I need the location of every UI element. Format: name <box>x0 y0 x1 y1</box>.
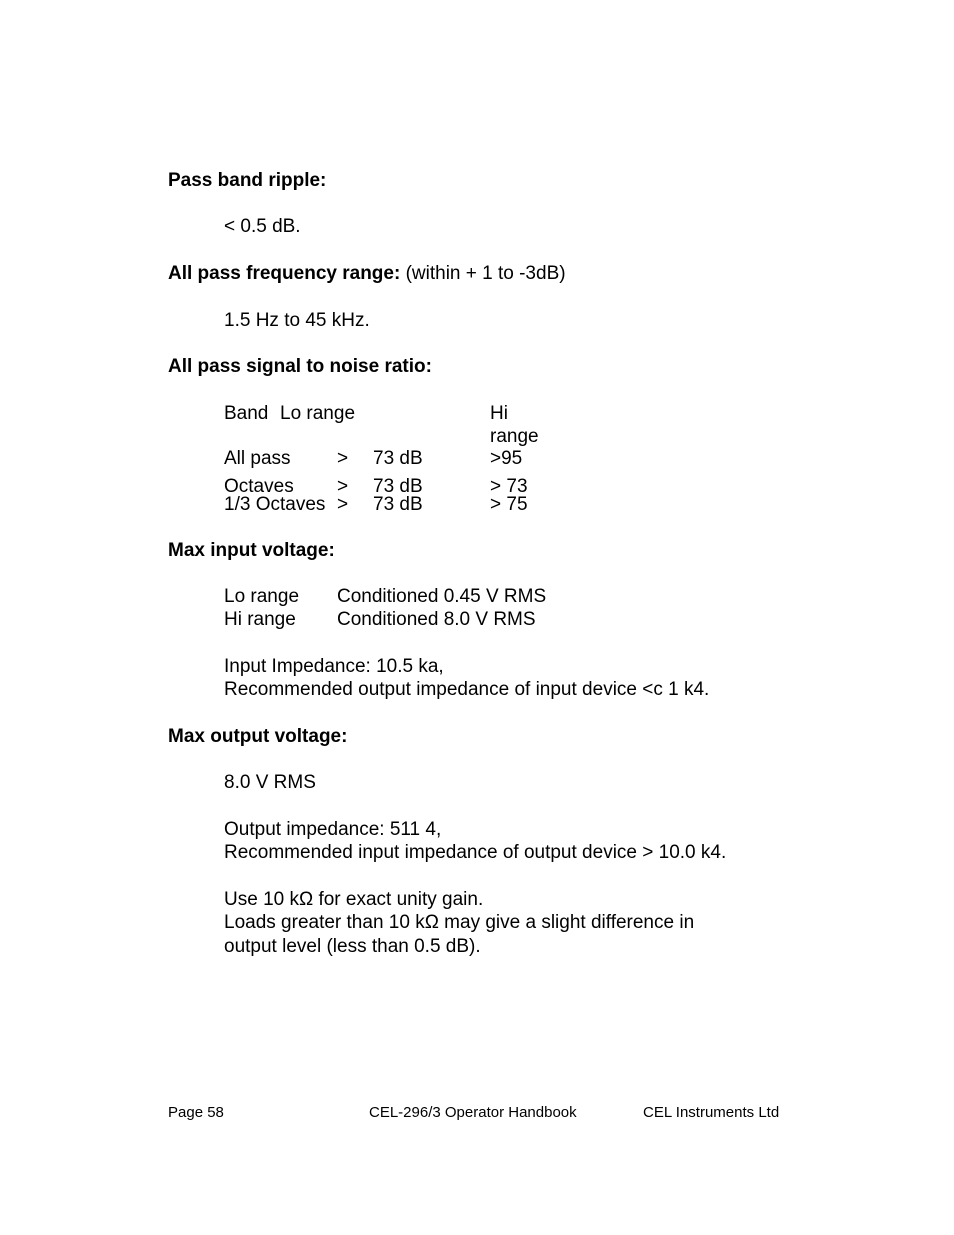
snr-row-hi: >95 <box>490 448 523 469</box>
pass-band-ripple-heading: Pass band ripple: <box>168 170 327 191</box>
max-output-voltage-heading: Max output voltage: <box>168 726 348 747</box>
lo-range-value: Conditioned 0.45 V RMS <box>337 586 547 607</box>
snr-row-op: > <box>337 494 349 515</box>
unity-gain-note: Use 10 kΩ for exact unity gain. <box>224 889 484 910</box>
snr-row-lo: 73 dB <box>373 476 423 497</box>
output-impedance-line: Output impedance: 511 4, <box>224 819 442 840</box>
all-pass-frequency-range-heading: All pass frequency range: <box>168 263 401 284</box>
recommended-input-impedance-line: Recommended input impedance of output device > 10.0 k4. <box>224 842 727 863</box>
hi-range-label: Hi range <box>224 609 296 630</box>
snr-row-hi: > 75 <box>490 494 528 515</box>
snr-row-lo: 73 dB <box>373 448 423 469</box>
snr-row-hi: > 73 <box>490 476 528 497</box>
snr-row-op: > <box>337 448 349 469</box>
recommended-output-impedance-line: Recommended output impedance of input device <c 1 k4. <box>224 679 710 700</box>
snr-heading: All pass signal to noise ratio: <box>168 356 432 377</box>
pass-band-ripple-value: < 0.5 dB. <box>224 216 301 237</box>
hi-range-value: Conditioned 8.0 V RMS <box>337 609 536 630</box>
footer-document-title: CEL-296/3 Operator Handbook <box>369 1104 577 1121</box>
snr-row-band: All pass <box>224 448 291 469</box>
snr-header-band: Band <box>224 403 269 424</box>
max-input-voltage-heading: Max input voltage: <box>168 540 335 561</box>
footer-company: CEL Instruments Ltd <box>643 1104 780 1121</box>
all-pass-frequency-range-note: (within + 1 to -3dB) <box>400 263 566 284</box>
snr-header-hi: Hi <box>490 403 508 424</box>
lo-range-label: Lo range <box>224 586 300 607</box>
snr-row-band: 1/3 Octaves <box>224 494 326 515</box>
snr-header-lo-range: Lo range <box>280 403 356 424</box>
input-impedance-line: Input Impedance: 10.5 ka, <box>224 656 444 677</box>
snr-row-op: > <box>337 476 349 497</box>
loads-note-line1: Loads greater than 10 kΩ may give a slight difference in <box>224 912 695 933</box>
snr-header-range: range <box>490 426 539 447</box>
loads-note-line2: output level (less than 0.5 dB). <box>224 936 481 957</box>
snr-row-lo: 73 dB <box>373 494 423 515</box>
snr-row-band: Octaves <box>224 476 294 497</box>
all-pass-frequency-range-value: 1.5 Hz to 45 kHz. <box>224 310 370 331</box>
all-pass-frequency-range-line <box>168 262 566 285</box>
footer-page-number: Page 58 <box>168 1104 224 1121</box>
max-output-voltage-value: 8.0 V RMS <box>224 772 316 793</box>
